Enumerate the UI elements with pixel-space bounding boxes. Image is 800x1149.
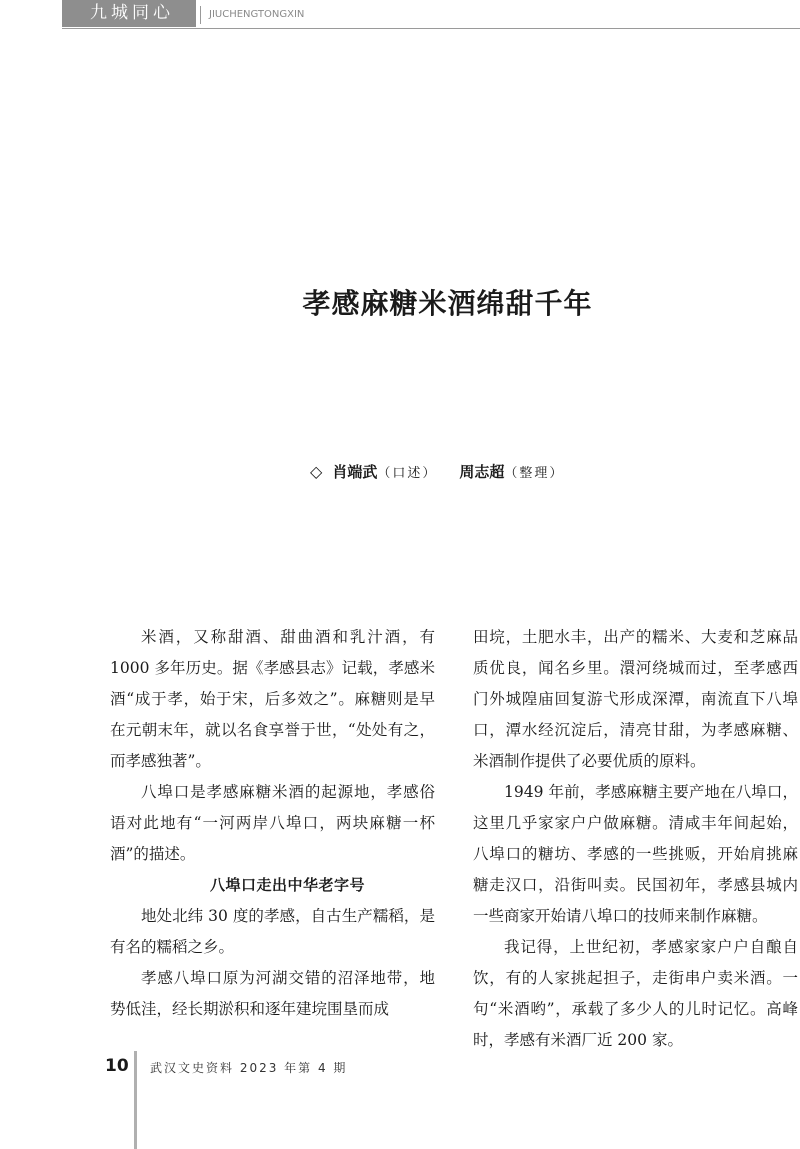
page-number: 10 [105,1056,129,1076]
author-name: 肖端武 [332,463,378,481]
section-pinyin: JIUCHENGTONGXIN [209,9,305,20]
diamond-icon: ◇ [310,462,323,481]
paragraph: 1949 年前，孝感麻糖主要产地在八埠口，这里几乎家家户户做麻糖。清咸丰年间起始，八埠口的糖坊、孝感的一些挑贩，开始肩挑麻糖走汉口，沿街叫卖。民国初年，孝感县城内一些商家开始请八埠口的技师来制作麻糖。 [473,783,798,925]
publication-info: 武汉文史资料 2023 年第 4 期 [150,1061,348,1075]
paragraph: 孝感八埠口原为河湖交错的沼泽地带，地势低洼，经长期淤积和逐年建垸围垦而成 [110,969,435,1018]
header-separator [200,6,201,24]
section-subheading: 八埠口走出中华老字号 [209,876,365,894]
paragraph: 八埠口是孝感麻糖米酒的起源地，孝感俗语对此地有“一河两岸八埠口，两块麻糖一杯酒”的描述。 [110,783,435,863]
paragraph-continued: 田垸，土肥水丰，出产的糯米、大麦和芝麻品质优良，闻名乡里。澴河绕城而过，至孝感西门外城隍庙回复游弋形成深潭，南流直下八埠口，潭水经沉淀后，清亮甘甜，为孝感麻糖、米酒制作提供了必要优质的原料。 [473,628,798,770]
author-role: （口述） [377,466,438,481]
right-column [473,622,798,1056]
section-tab: 九城同心 [62,0,196,27]
article-title: 孝感麻糖米酒绵甜千年 [302,287,593,320]
byline [310,461,564,482]
editor-name: 周志超 [459,463,505,481]
footer-rule [134,1051,137,1149]
left-column [110,622,435,1025]
editor-role: （整理） [504,466,565,481]
paragraph: 米酒，又称甜酒、甜曲酒和乳汁酒，有 1000 多年历史。据《孝感县志》记载，孝感米酒“成于孝，始于宋，后多效之”。麻糖则是早在元朝末年，就以名食享誉于世，“处处有之，而孝感独著”。 [110,628,435,770]
header-rule [62,28,800,29]
paragraph: 我记得，上世纪初，孝感家家户户自酿自饮，有的人家挑起担子，走街串户卖米酒。一句“米酒哟”，承载了多少人的儿时记忆。高峰时，孝感有米酒厂近 200 家。 [473,938,798,1049]
paragraph: 地处北纬 30 度的孝感，自古生产糯稻，是有名的糯稻之乡。 [110,907,435,956]
